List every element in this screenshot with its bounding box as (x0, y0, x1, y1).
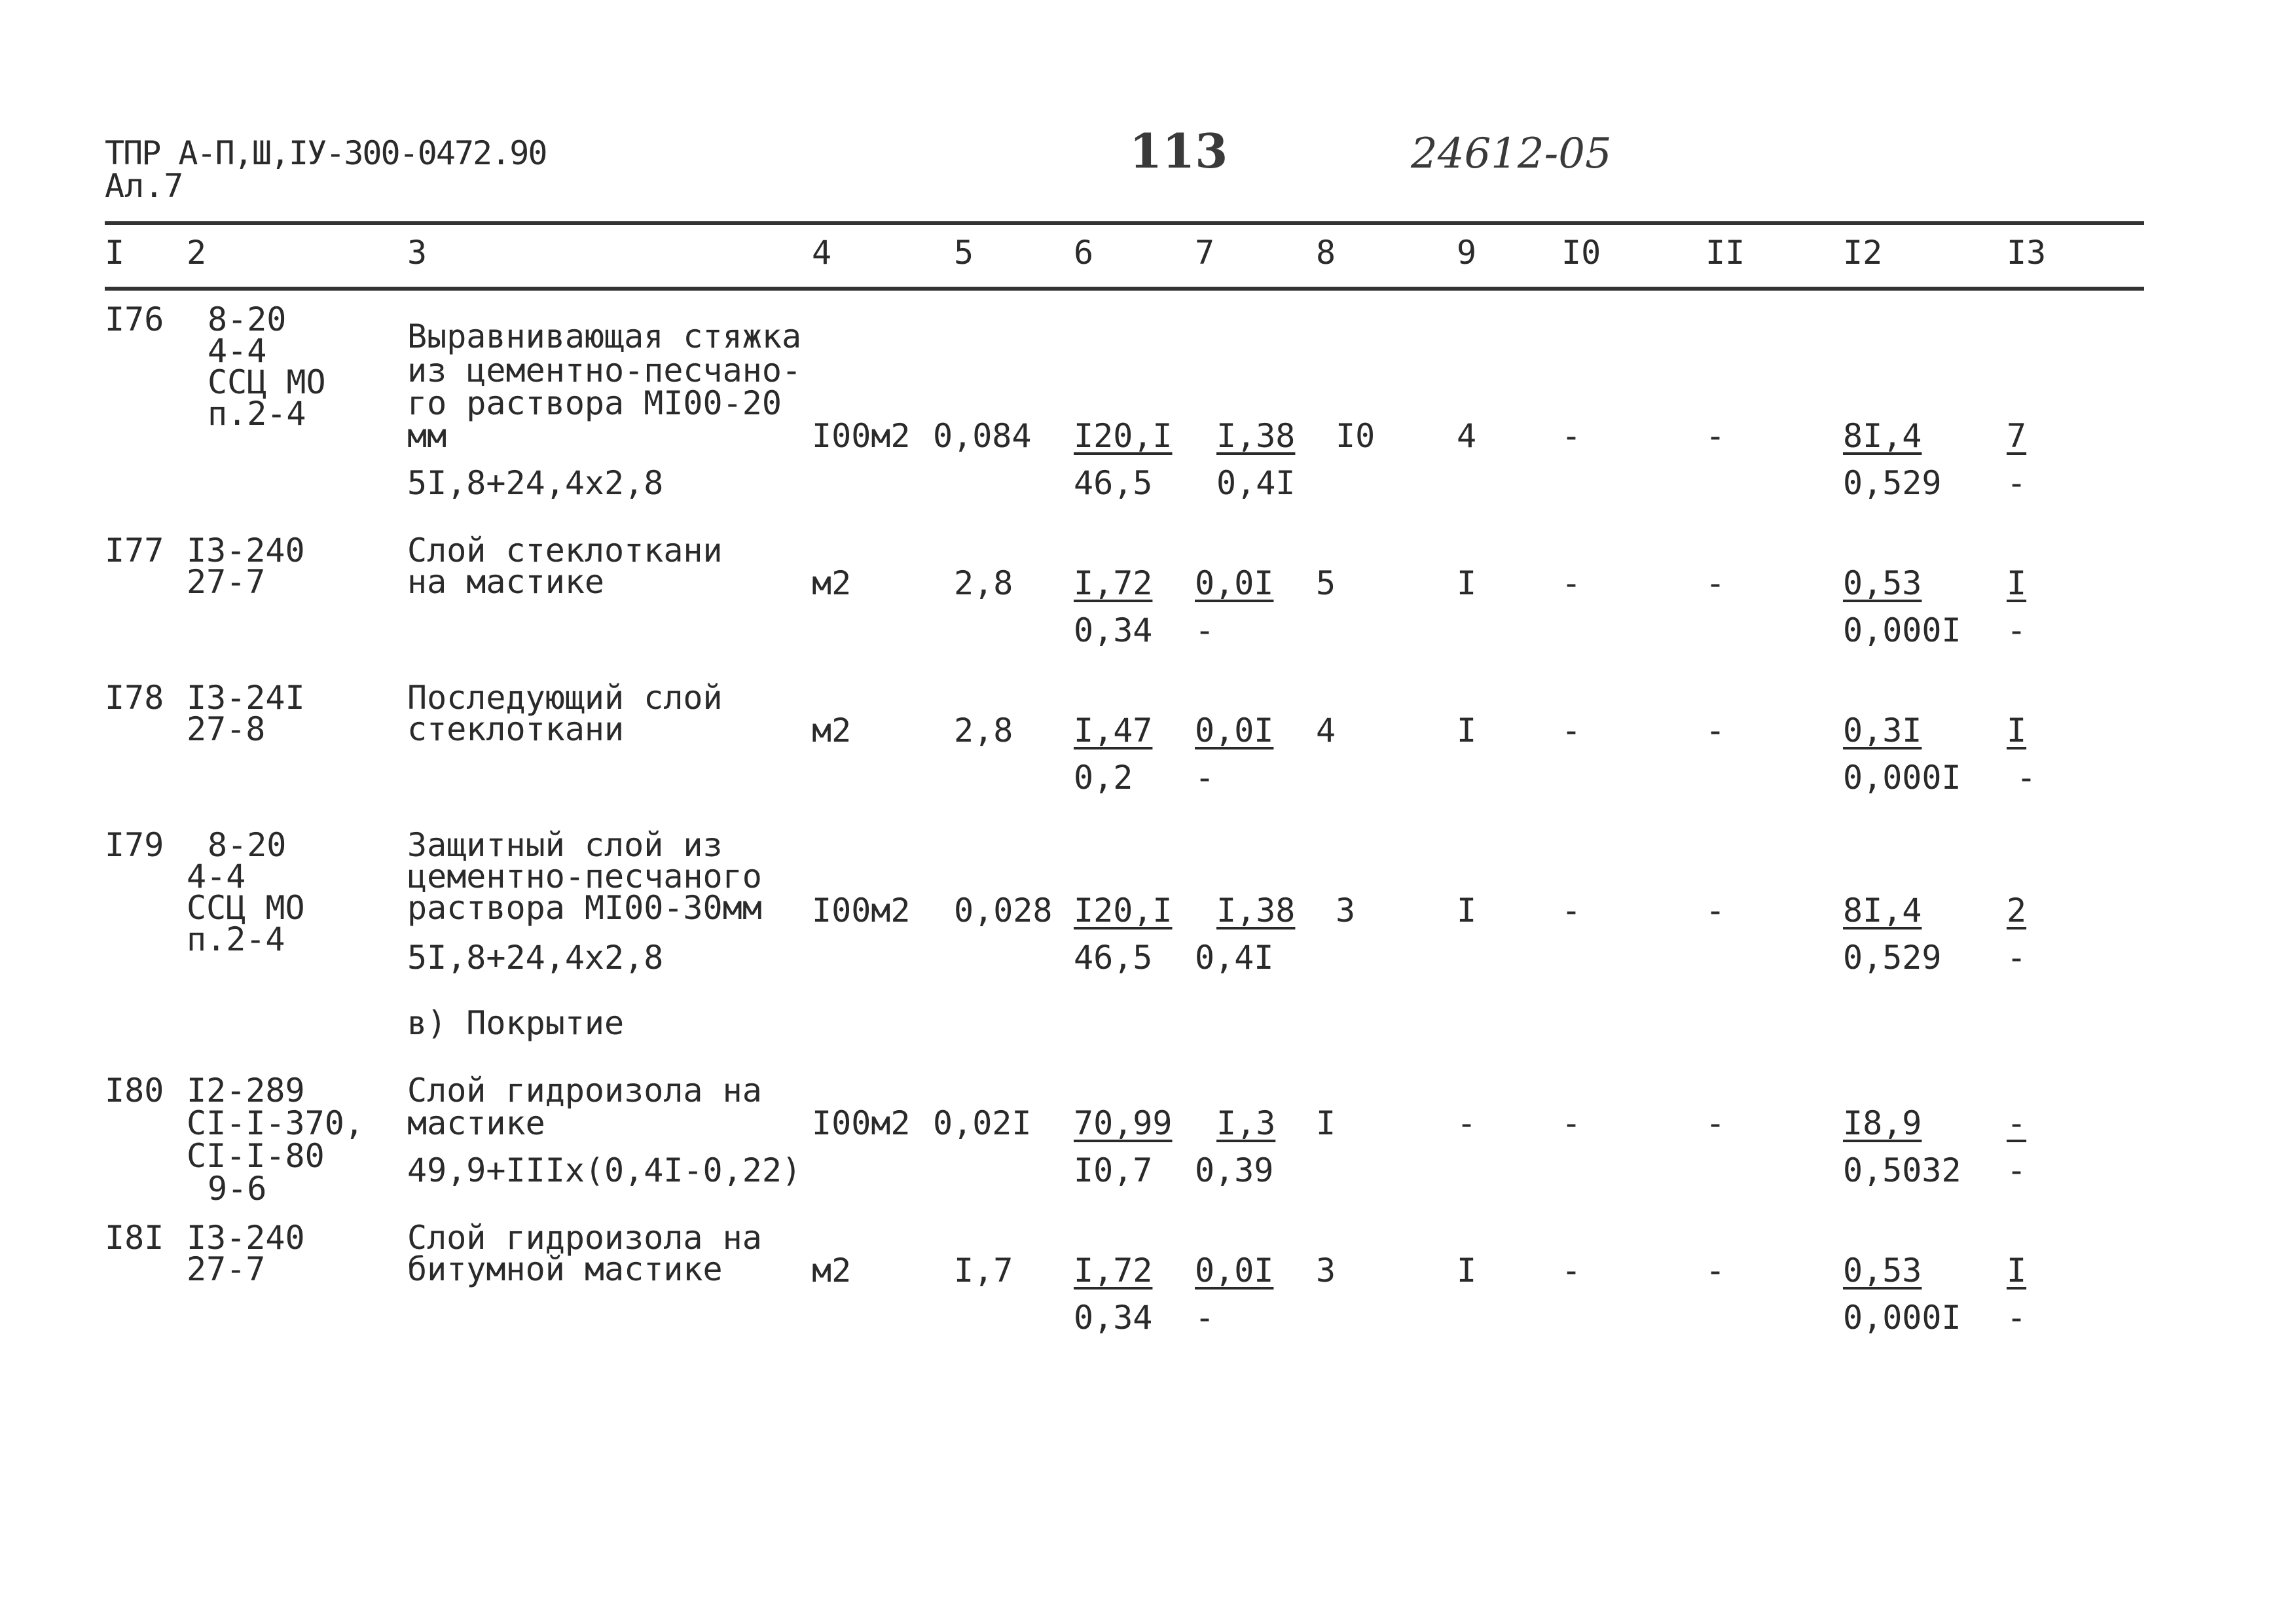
col6-value: I20,I (1074, 892, 1173, 929)
quantity: 2,8 (954, 712, 1013, 749)
work-description: на мастике (407, 563, 605, 601)
unit: I00м2 (812, 1104, 911, 1142)
col7-subvalue: 0,4I (1195, 939, 1274, 977)
sheet-label: Ал.7 (105, 167, 184, 205)
col13-subvalue: - (2007, 1299, 2027, 1337)
calc-formula: 5I,8+24,4x2,8 (407, 939, 664, 977)
col-5-header: 5 (954, 234, 974, 272)
norm-code: 8-20 (208, 826, 287, 864)
col-1-header: I (105, 234, 125, 272)
col-8-header: 8 (1316, 234, 1336, 272)
col10-value: - (1561, 417, 1582, 455)
col6-value: I,47 (1074, 712, 1153, 749)
col6-value: 70,99 (1074, 1104, 1173, 1142)
work-description: цементно-песчаного (407, 857, 762, 895)
unit: м2 (812, 712, 852, 749)
norm-code: СI-I-80 (187, 1137, 325, 1175)
col11-value: - (1705, 1104, 1726, 1142)
quantity: 0,028 (954, 892, 1053, 929)
col7-subvalue: 0,4I (1216, 464, 1296, 502)
col6-subvalue: 46,5 (1074, 464, 1153, 502)
col11-value: - (1705, 1252, 1726, 1290)
quantity: 0,084 (933, 417, 1032, 455)
col8-value: I0 (1336, 417, 1376, 455)
section-heading: в) Покрытие (407, 1004, 625, 1042)
work-description: Защитный слой из (407, 826, 723, 864)
work-description: из цементно-песчано- (407, 352, 802, 389)
col11-value: - (1705, 417, 1726, 455)
col7-value: I,3 (1216, 1104, 1276, 1142)
work-description: битумной мастике (407, 1250, 723, 1288)
table-header-rule (105, 287, 2144, 291)
col13-value: 7 (2007, 417, 2027, 455)
col13-subvalue: - (2007, 1151, 2027, 1189)
col12-subvalue: 0,000I (1843, 759, 1961, 797)
col13-value: I (2007, 564, 2027, 602)
unit: м2 (812, 564, 852, 602)
col13-value: - (2007, 1104, 2027, 1142)
col12-subvalue: 0,529 (1843, 939, 1942, 977)
norm-code: ССЦ МО (208, 363, 326, 401)
unit: I00м2 (812, 417, 911, 455)
col6-value: I20,I (1074, 417, 1173, 455)
norm-code: I3-240 (187, 1219, 305, 1257)
col9-value: - (1457, 1104, 1477, 1142)
work-description: Последующий слой (407, 679, 723, 717)
work-description: Слой гидроизола на (407, 1072, 762, 1110)
unit: м2 (812, 1252, 852, 1290)
work-description: мм (407, 417, 447, 455)
col13-subvalue: - (2007, 611, 2027, 649)
col10-value: - (1561, 1104, 1582, 1142)
norm-code: I2-289 (187, 1072, 305, 1110)
row-number: I78 (105, 679, 164, 717)
col7-subvalue: - (1195, 611, 1215, 649)
col7-value: 0,0I (1195, 1252, 1274, 1290)
col10-value: - (1561, 892, 1582, 929)
col12-value: 8I,4 (1843, 417, 1922, 455)
archive-number: 24612-05 (1411, 130, 1612, 178)
col13-subvalue: - (2007, 464, 2027, 502)
work-description: мастике (407, 1104, 545, 1142)
norm-code: I3-24I (187, 679, 305, 717)
col7-subvalue: 0,39 (1195, 1151, 1274, 1189)
col12-value: 8I,4 (1843, 892, 1922, 929)
col11-value: - (1705, 564, 1726, 602)
norm-code: п.2-4 (187, 920, 285, 958)
work-description: Слой стеклоткани (407, 532, 723, 569)
col-4-header: 4 (812, 234, 832, 272)
work-description: Выравнивающая стяжка (407, 317, 802, 355)
norm-code: 27-7 (187, 1250, 266, 1288)
norm-code: п.2-4 (208, 395, 306, 433)
col6-subvalue: 0,34 (1074, 611, 1153, 649)
col10-value: - (1561, 712, 1582, 749)
col-10-header: I0 (1561, 234, 1601, 272)
col8-value: 3 (1336, 892, 1356, 929)
col-13-header: I3 (2007, 234, 2047, 272)
norm-code: 4-4 (208, 332, 267, 370)
col8-value: I (1316, 1104, 1336, 1142)
work-description: раствора МI00-30мм (407, 889, 762, 927)
norm-code: 4-4 (187, 857, 246, 895)
quantity: 0,02I (933, 1104, 1032, 1142)
col-7-header: 7 (1195, 234, 1215, 272)
document-code: ТПР А-П,Ш,IУ-300-0472.90 (105, 134, 547, 172)
col10-value: - (1561, 1252, 1582, 1290)
col7-value: I,38 (1216, 417, 1296, 455)
page-number: 113 (1129, 123, 1228, 179)
work-description: Слой гидроизола на (407, 1219, 762, 1257)
col12-value: 0,3I (1843, 712, 1922, 749)
col12-subvalue: 0,000I (1843, 611, 1961, 649)
col-6-header: 6 (1074, 234, 1094, 272)
col7-value: 0,0I (1195, 564, 1274, 602)
col8-value: 4 (1316, 712, 1336, 749)
table-top-rule (105, 221, 2144, 225)
col-11-header: II (1705, 234, 1745, 272)
col11-value: - (1705, 892, 1726, 929)
col9-value: I (1457, 1252, 1477, 1290)
row-number: I76 (105, 300, 164, 338)
col6-subvalue: 46,5 (1074, 939, 1153, 977)
col9-value: 4 (1457, 417, 1477, 455)
norm-code: 8-20 (208, 300, 287, 338)
col6-subvalue: I0,7 (1074, 1151, 1153, 1189)
col13-subvalue: - (2016, 759, 2037, 797)
quantity: I,7 (954, 1252, 1013, 1290)
norm-code: 27-8 (187, 710, 266, 748)
col-2-header: 2 (187, 234, 207, 272)
col12-value: I8,9 (1843, 1104, 1922, 1142)
row-number: I77 (105, 532, 164, 569)
col-9-header: 9 (1457, 234, 1477, 272)
row-number: I80 (105, 1072, 164, 1110)
col12-subvalue: 0,000I (1843, 1299, 1961, 1337)
unit: I00м2 (812, 892, 911, 929)
norm-code: 9-6 (208, 1170, 267, 1208)
col13-subvalue: - (2007, 939, 2027, 977)
work-description: го раствора МI00-20 (407, 384, 782, 422)
col12-subvalue: 0,5032 (1843, 1151, 1961, 1189)
col-12-header: I2 (1843, 234, 1883, 272)
col7-subvalue: - (1195, 1299, 1215, 1337)
norm-code: СI-I-370, (187, 1104, 364, 1142)
col7-value: I,38 (1216, 892, 1296, 929)
work-description: стеклоткани (407, 710, 625, 748)
norm-code: I3-240 (187, 532, 305, 569)
col11-value: - (1705, 712, 1726, 749)
col13-value: I (2007, 712, 2027, 749)
col13-value: I (2007, 1252, 2027, 1290)
col7-value: 0,0I (1195, 712, 1274, 749)
col9-value: I (1457, 564, 1477, 602)
col6-subvalue: 0,34 (1074, 1299, 1153, 1337)
col8-value: 3 (1316, 1252, 1336, 1290)
col12-value: 0,53 (1843, 564, 1922, 602)
col8-value: 5 (1316, 564, 1336, 602)
row-number: I8I (105, 1219, 164, 1257)
col7-subvalue: - (1195, 759, 1215, 797)
col9-value: I (1457, 892, 1477, 929)
row-number: I79 (105, 826, 164, 864)
col13-value: 2 (2007, 892, 2027, 929)
col-3-header: 3 (407, 234, 428, 272)
col6-subvalue: 0,2 (1074, 759, 1133, 797)
quantity: 2,8 (954, 564, 1013, 602)
norm-code: ССЦ МО (187, 889, 305, 927)
calc-formula: 49,9+IIIx(0,4I-0,22) (407, 1151, 802, 1189)
col12-subvalue: 0,529 (1843, 464, 1942, 502)
norm-code: 27-7 (187, 563, 266, 601)
calc-formula: 5I,8+24,4x2,8 (407, 464, 664, 502)
col10-value: - (1561, 564, 1582, 602)
col6-value: I,72 (1074, 564, 1153, 602)
col6-value: I,72 (1074, 1252, 1153, 1290)
col12-value: 0,53 (1843, 1252, 1922, 1290)
col9-value: I (1457, 712, 1477, 749)
